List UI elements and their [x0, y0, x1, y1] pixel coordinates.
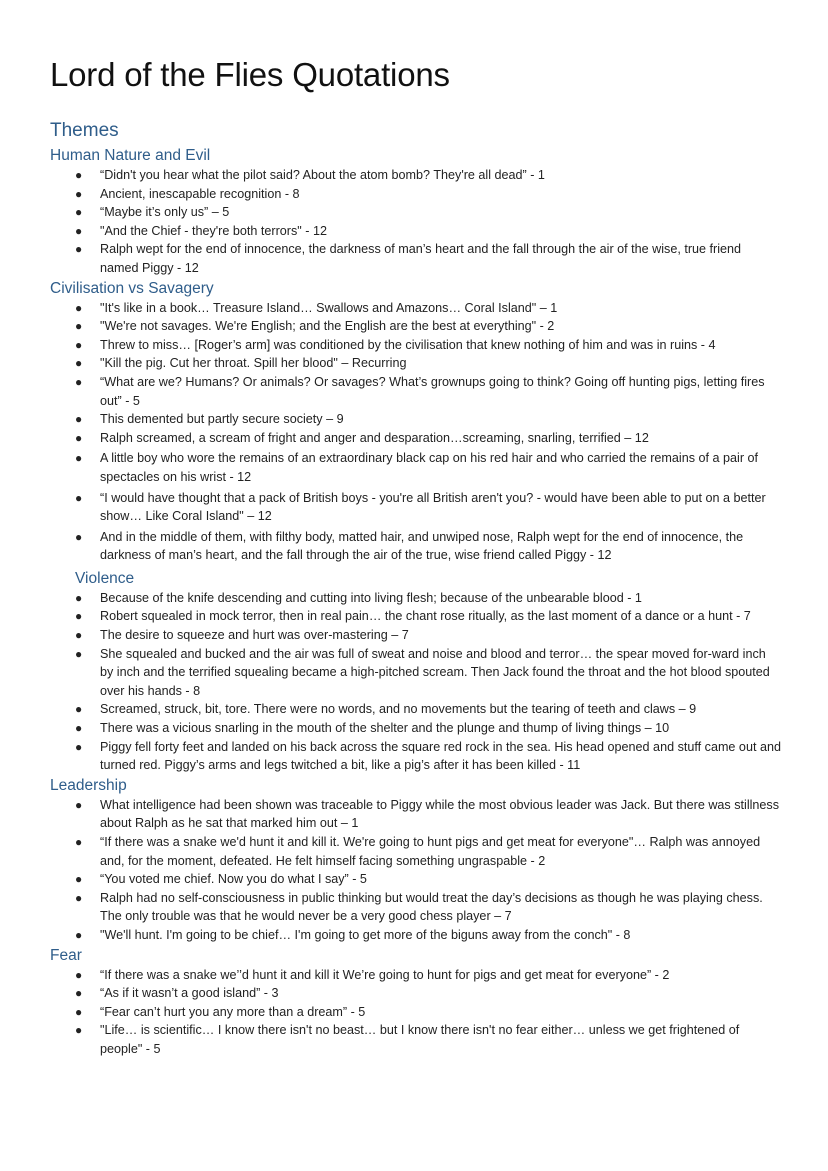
- bullet-icon: ●: [75, 739, 83, 754]
- theme-fear: [50, 946, 782, 1059]
- list-item: ● “As if it wasn’t a good island” - 3: [50, 984, 782, 1003]
- quote-list: [50, 589, 782, 775]
- list-item: ● “If there was a snake we'd hunt it and kill it. We're going to hunt pigs and get meat for everyone"… Ralph was annoyed and, for the moment, defeated. He felt himself facing something ungraspable - 2: [75, 835, 761, 868]
- theme-heading: Human Nature and Evil: [50, 147, 211, 164]
- quote-list: [50, 796, 782, 945]
- bullet-icon: ●: [75, 412, 83, 427]
- bullet-icon: ●: [75, 300, 83, 315]
- page-title: Lord of the Flies Quotations: [50, 56, 450, 93]
- bullet-icon: ●: [75, 1023, 83, 1038]
- list-item: ● "Life… is scientific… I know there isn't no beast… but I know there isn't no fear either… unless we get frightened of people" - 5: [75, 1023, 740, 1056]
- bullet-icon: ●: [75, 186, 83, 201]
- bullet-icon: ●: [75, 609, 83, 624]
- list-item: ● Because of the knife descending and cutting into living flesh; because of the unbearable blood - 1: [50, 589, 782, 608]
- list-item: ● Ancient, inescapable recognition - 8: [50, 185, 782, 204]
- list-item: ● She squealed and bucked and the air was full of sweat and noise and blood and terror… the spear moved for-ward inch by inch and the terrified squealing became a high-pitched scream. Then Jack found the throat and the hot blood spouted over his hands - 8: [75, 646, 770, 698]
- quote-list: [50, 966, 782, 1059]
- theme-civilisation: [50, 279, 782, 565]
- bullet-icon: ●: [75, 835, 83, 849]
- bullet-icon: ●: [75, 927, 83, 942]
- quote-list: [50, 166, 782, 278]
- bullet-icon: ●: [75, 797, 83, 812]
- theme-heading: Fear: [50, 946, 82, 964]
- bullet-icon: ●: [75, 242, 83, 257]
- bullet-icon: ●: [75, 168, 83, 182]
- bullet-icon: ●: [75, 702, 83, 717]
- list-item: ● Piggy fell forty feet and landed on his back across the square red rock in the sea. His head opened and stuff came out and turned red. Piggy’s arms and legs twitched a bit, like a pig’s after it has been killed - 11: [75, 739, 781, 773]
- list-item: ● Ralph had no self-consciousness in public thinking but would treat the day’s decisions as though he was playing chess. The only trouble was that he would never be a very good chess player – 7: [75, 890, 763, 924]
- theme-heading: Violence: [75, 569, 135, 587]
- list-item: ● Ralph wept for the end of innocence, the darkness of man’s heart and the fall through the air of the wise, true friend named Piggy - 12: [75, 242, 742, 275]
- list-item: ● The desire to squeeze and hurt was over-mastering – 7: [50, 626, 782, 645]
- list-item: ● And in the middle of them, with filthy body, matted hair, and unwiped nose, Ralph wept for the end of innocence, the darkness of man’s heart, and the fall through the air of the true, wise friend called Piggy - 12: [75, 529, 744, 563]
- list-item: ● "We're not savages. We're English; and the English are the best at everything" - 2: [50, 317, 782, 336]
- bullet-icon: ●: [75, 628, 83, 643]
- bullet-icon: ●: [75, 1004, 83, 1019]
- bullet-icon: ●: [75, 374, 83, 389]
- list-item: ● “I would have thought that a pack of British boys - you're all British aren't you? - would have been able to put on a better show… Like Coral Island" – 12: [75, 490, 766, 524]
- list-item: ● “If there was a snake we’’d hunt it and kill it We’re going to hunt for pigs and get meat for everyone” - 2: [50, 966, 782, 985]
- list-item: ● “Didn't you hear what the pilot said? About the atom bomb? They're all dead” - 1: [50, 166, 782, 185]
- theme-heading: Leadership: [50, 776, 127, 794]
- list-item: ● What intelligence had been shown was traceable to Piggy while the most obvious leader was Jack. But there was stillness about Ralph as he sat that marked him out – 1: [75, 797, 780, 831]
- list-item: ● “Maybe it’s only us” – 5: [50, 203, 782, 222]
- bullet-icon: ●: [75, 872, 83, 887]
- bullet-icon: ●: [75, 646, 83, 661]
- list-item: ● There was a vicious snarling in the mouth of the shelter and the plunge and thump of living things – 10: [50, 719, 782, 738]
- list-item: ● “What are we? Humans? Or animals? Or savages? What’s grownups going to think? Going off hunting pigs, letting fires out” - 5: [75, 374, 765, 408]
- bullet-icon: ●: [75, 529, 83, 544]
- bullet-icon: ●: [75, 319, 83, 334]
- document-page: [50, 52, 782, 1060]
- bullet-icon: ●: [75, 356, 83, 371]
- theme-violence: [50, 569, 782, 775]
- bullet-icon: ●: [75, 205, 83, 220]
- list-item: ● Ralph screamed, a scream of fright and anger and desparation…screaming, snarling, terrified – 12: [50, 429, 782, 448]
- bullet-icon: ●: [75, 430, 83, 445]
- theme-heading: Civilisation vs Savagery: [50, 279, 214, 297]
- theme-leadership: [50, 776, 782, 945]
- list-item: ● This demented but partly secure society – 9: [50, 410, 782, 429]
- quote-list: [50, 299, 782, 565]
- list-item: ● Robert squealed in mock terror, then in real pain… the chant rose ritually, as the last moment of a dance or a hunt - 7: [50, 607, 782, 626]
- bullet-icon: ●: [75, 451, 83, 466]
- section-heading-themes: Themes: [50, 120, 119, 141]
- theme-human-nature: [50, 146, 782, 278]
- bullet-icon: ●: [75, 590, 83, 605]
- list-item: ● "And the Chief - they're both terrors" - 12: [50, 222, 782, 241]
- bullet-icon: ●: [75, 967, 83, 982]
- list-item: ● “You voted me chief. Now you do what I say” - 5: [50, 870, 782, 889]
- list-item: ● “Fear can’t hurt you any more than a dream” - 5: [50, 1003, 782, 1022]
- list-item: ● "It's like in a book… Treasure Island… Swallows and Amazons… Coral Island" – 1: [50, 299, 782, 318]
- bullet-icon: ●: [75, 986, 83, 1001]
- list-item: ● "We'll hunt. I'm going to be chief… I'm going to get more of the biguns away from the conch" - 8: [50, 926, 782, 945]
- bullet-icon: ●: [75, 890, 83, 905]
- bullet-icon: ●: [75, 721, 83, 736]
- list-item: ● Threw to miss… [Roger’s arm] was conditioned by the civilisation that knew nothing of him and was in ruins - 4: [50, 336, 782, 355]
- list-item: ● "Kill the pig. Cut her throat. Spill her blood" – Recurring: [50, 354, 782, 373]
- bullet-icon: ●: [75, 490, 83, 505]
- list-item: ● Screamed, struck, bit, tore. There were no words, and no movements but the tearing of teeth and claws – 9: [50, 700, 782, 719]
- bullet-icon: ●: [75, 337, 83, 352]
- list-item: ● A little boy who wore the remains of an extraordinary black cap on his red hair and who carried the remains of a pair of spectacles on his wrist - 12: [75, 451, 759, 484]
- bullet-icon: ●: [75, 223, 83, 238]
